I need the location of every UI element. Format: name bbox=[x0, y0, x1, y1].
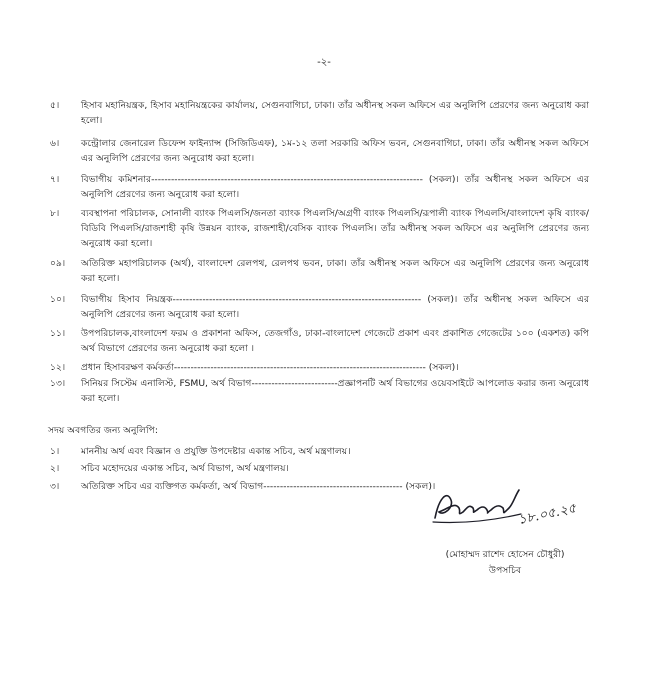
signatory-designation: উপসচিব bbox=[488, 565, 522, 576]
copy-number: ২। bbox=[50, 463, 60, 474]
item-text: অতিরিক্ত মহাপরিচালক (অর্থ), বাংলাদেশ রেলপথ, রেলপথ ভবন, ঢাকা। তাঁর অধীনস্থ সকল অফিসে এর অনুলিপি প্রেরণের জন্য অনুরোধ করা হলো। bbox=[81, 258, 589, 284]
item-text: ব্যবস্থাপনা পরিচালক, সোনালী ব্যাংক পিএলসি/জনতা ব্যাংক পিএলসি/অগ্রণী ব্যাংক পিএলসি/রূপালী ব্যাংক পিএলসি/বাংলাদেশ কৃষি ব্যাংক/বিডিবি পিএলসি/রাজশাহী কৃষি উন্নয়ন ব্যাংক, রাজশাহী/বেসিক ব্যাংক পিএলসি। তাঁর অধীনস্থ সকল অফিসে এর অনুলিপি প্রেরণের জন্য অনুরোধ করা হলো। bbox=[81, 208, 589, 249]
copy-number: ৩। bbox=[50, 481, 60, 492]
item-text: বিভাগীয় হিসাব নিয়ন্ত্রক--------------------------------------------------------------------------- (সকল)। তাঁর অধীনস্থ সকল অফিসে এর অনুলিপি প্রেরণের জন্য অনুরোধ করা হলো। bbox=[81, 294, 589, 320]
signature-date: ১৮.০৫.২৫ bbox=[516, 501, 578, 528]
item-number: ৬। bbox=[50, 138, 60, 149]
item-number: ১০। bbox=[50, 294, 66, 305]
copies-heading: সদয় অবগতির জন্য অনুলিপি: bbox=[48, 425, 158, 436]
item-text: বিভাগীয় কমিশনার---------------------------------------------------------------------------------- (সকল)। তাঁর অধীনস্থ সকল অফিসে এর অনুলিপি প্রেরণের জন্য অনুরোধ করা হলো। bbox=[81, 174, 589, 200]
item-number: ৭। bbox=[50, 174, 60, 185]
signatory-name: (মোহাম্মদ রাশেদ হোসেন চৌধুরী) bbox=[445, 549, 565, 560]
item-text: হিসাব মহানিয়ন্ত্রক, হিসাব মহানিয়ন্ত্রকের কার্যালয়, সেগুনবাগিচা, ঢাকা। তাঁর অধীনস্থ সকল অফিসে এর অনুলিপি প্রেরণের জন্য অনুরোধ করা হলো। bbox=[81, 100, 589, 126]
item-number: ১১। bbox=[50, 328, 66, 339]
item-number: ১৩। bbox=[50, 378, 66, 389]
handwritten-signature bbox=[425, 478, 605, 530]
item-number: ০৯। bbox=[50, 258, 66, 269]
item-text: কন্ট্রোলার জেনারেল ডিফেন্স ফাইন্যান্স (সিজিডিএফ), ১ম-১২ তলা সরকারি অফিস ভবন, সেগুনবাগিচা, ঢাকা। তাঁর অধীনস্থ সকল অফিসে এর অনুলিপি প্রেরণের জন্য অনুরোধ করা হলো। bbox=[81, 138, 589, 164]
copy-number: ১। bbox=[50, 446, 60, 457]
item-number: ৮। bbox=[50, 208, 60, 219]
copy-text: সচিব মহোদয়ের একান্ত সচিব, অর্থ বিভাগ, অর্থ মন্ত্রণালয়। bbox=[81, 463, 289, 474]
item-text: প্রধান হিসাবরক্ষণ কর্মকর্তা---------------------------------------------------------------------------- (সকল)। bbox=[81, 362, 459, 373]
copy-text: অতিরিক্ত সচিব এর ব্যক্তিগত কর্মকর্তা, অর্থ বিভাগ------------------------------------------ (সকল)। bbox=[81, 481, 436, 492]
copy-text: মাননীয় অর্থ এবং বিজ্ঞান ও প্রযুক্তি উপদেষ্টার একান্ত সচিব, অর্থ মন্ত্রণালয়। bbox=[81, 446, 351, 457]
page-number: -২- bbox=[317, 57, 331, 68]
item-text: সিনিয়র সিস্টেম এনালিস্ট, FSMU, অর্থ বিভাগ--------------------------প্রজ্ঞাপনটি অর্থ বিভাগের ওয়েবসাইটে আপলোড করার জন্য অনুরোধ করা হলো। bbox=[81, 378, 589, 404]
item-number: ৫। bbox=[50, 100, 60, 111]
item-number: ১২। bbox=[50, 362, 66, 373]
item-text: উপপরিচালক,বাংলাদেশ ফরম ও প্রকাশনা অফিস, তেজগাঁও, ঢাকা-বাংলাদেশ গেজেটে প্রকাশ এবং প্রকাশিত গেজেটের ১০০ (একশত) কপি অর্থ বিভাগে প্রেরণের জন্য অনুরোধ করা হলো । bbox=[81, 328, 589, 354]
